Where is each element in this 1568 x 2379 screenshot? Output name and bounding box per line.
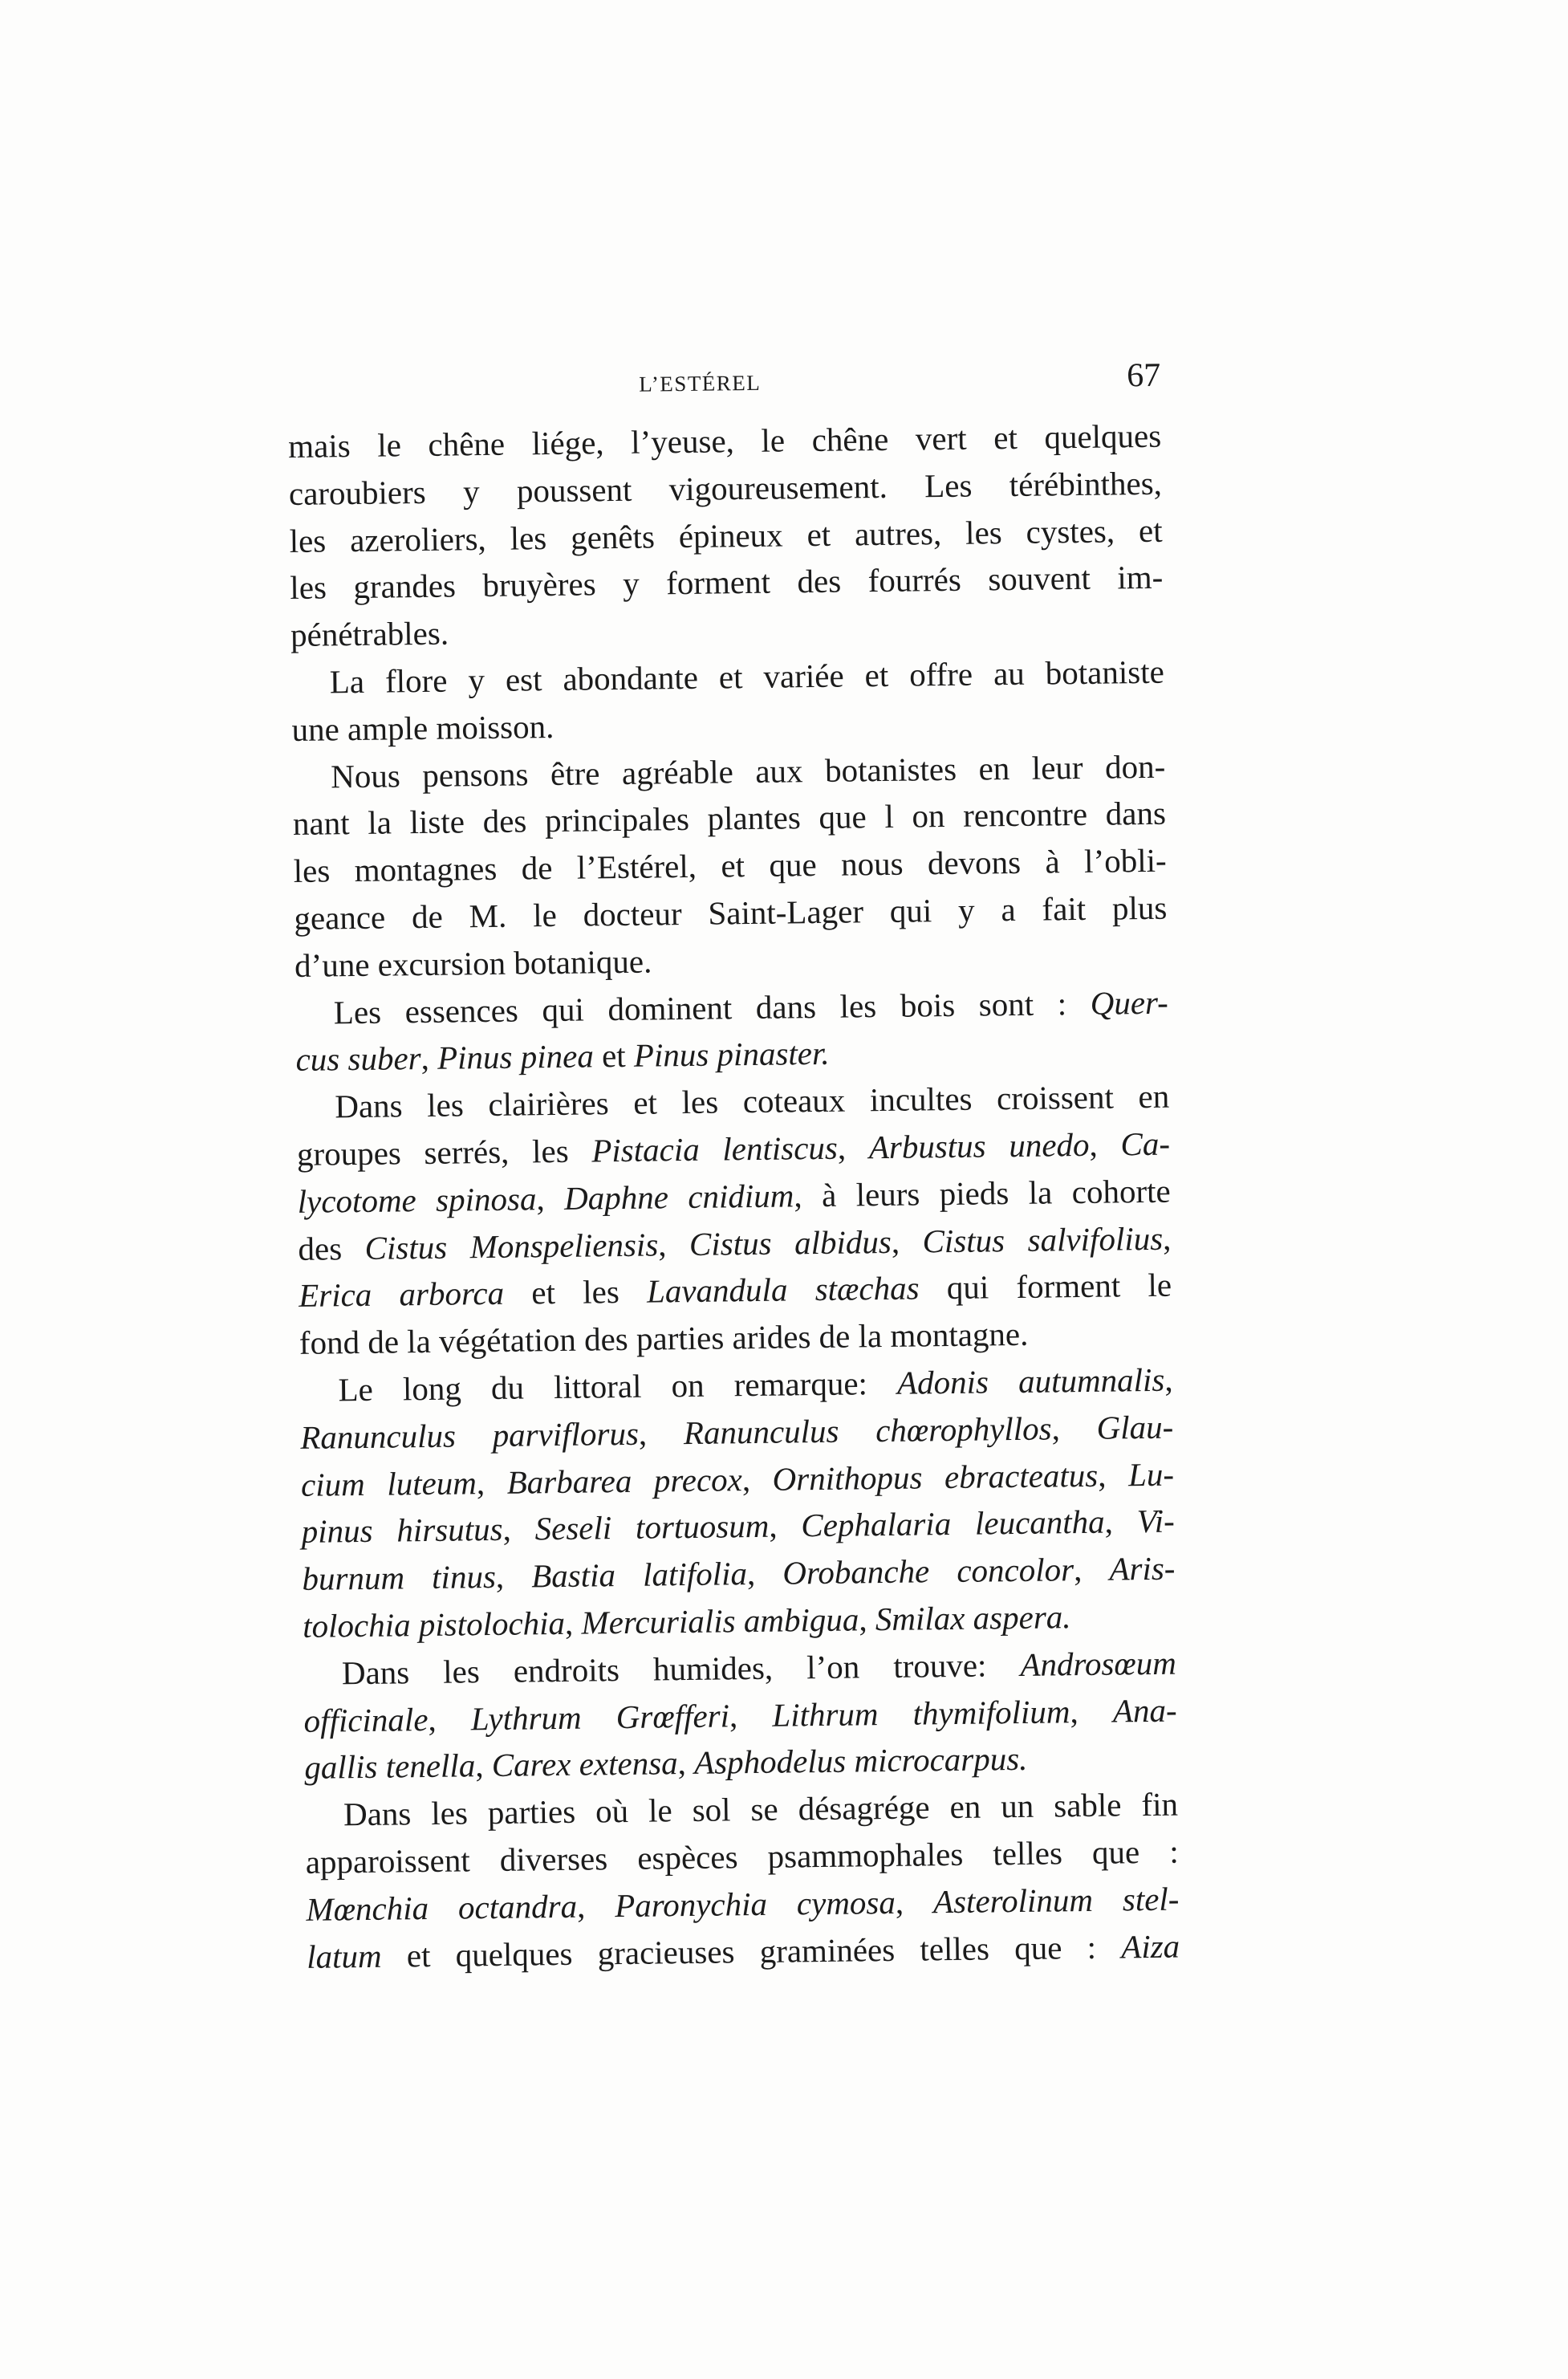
species-name: Lavandula stæchas bbox=[646, 1269, 920, 1310]
species-name: Adonis autumnalis bbox=[896, 1360, 1165, 1401]
text-run: une ample moisson. bbox=[291, 707, 554, 748]
paragraph bbox=[299, 1356, 1176, 1650]
text-run: les azeroliers, les genêts épineux et autres, les cystes, et bbox=[289, 511, 1163, 559]
text-run: Dans les parties où le sol se désagrége en un sable fin bbox=[343, 1785, 1179, 1833]
text-run: et les bbox=[503, 1272, 648, 1312]
species-name: cium luteum bbox=[300, 1463, 477, 1503]
text-run: , bbox=[1097, 1455, 1129, 1494]
species-name: Vi- bbox=[1136, 1502, 1176, 1540]
species-name: Cephalaria leucantha bbox=[801, 1503, 1105, 1544]
text-run: , bbox=[746, 1554, 783, 1592]
species-name: Aris- bbox=[1109, 1549, 1176, 1588]
text-run: mais le chêne liége, l’yeuse, le chêne vert et quelques bbox=[287, 417, 1162, 465]
species-name: Ranunculus parviflorus bbox=[300, 1414, 640, 1456]
species-name: Ca- bbox=[1120, 1124, 1171, 1163]
species-name: Asterolinum stel- bbox=[932, 1880, 1180, 1921]
text-run: nant la liste des principales plantes que l on rencontre dans bbox=[292, 795, 1167, 843]
species-name: Aiza bbox=[1120, 1927, 1180, 1965]
species-name: Mœnchia octandra bbox=[306, 1887, 578, 1928]
text-run: , bbox=[891, 1222, 923, 1260]
species-name: Lithrum thymifolium bbox=[772, 1692, 1070, 1734]
running-head bbox=[287, 355, 1161, 413]
species-name: Erica arborca bbox=[298, 1275, 505, 1315]
species-name: Cistus salvifolius bbox=[922, 1219, 1164, 1259]
paragraph bbox=[303, 1639, 1178, 1791]
species-name: Pistacia lentiscus bbox=[591, 1128, 839, 1169]
species-name: Arbustus unedo bbox=[868, 1125, 1090, 1166]
species-name: Lythrum Grœfferi bbox=[470, 1696, 730, 1737]
species-name: Cistus albidus bbox=[689, 1222, 892, 1263]
text-run: , bbox=[495, 1557, 532, 1596]
text-run: , bbox=[1162, 1219, 1172, 1257]
species-name: Mercurialis ambigua bbox=[581, 1600, 859, 1641]
text-run: Dans les endroits humides, l’on trouve: bbox=[341, 1645, 1021, 1692]
text-run: , bbox=[536, 1179, 565, 1218]
species-name: Lu- bbox=[1127, 1455, 1175, 1493]
text-run: , bbox=[502, 1510, 535, 1548]
paragraph bbox=[295, 978, 1168, 1084]
text-run: geance de M. le docteur Saint-Lager qui y a fait plus bbox=[294, 889, 1168, 937]
text-run: , bbox=[420, 1039, 438, 1077]
text-run: , bbox=[657, 1225, 690, 1263]
species-name: lycotome spinosa bbox=[297, 1180, 537, 1220]
text-run: , bbox=[576, 1886, 615, 1925]
species-name: Ranunculus chœrophyllos bbox=[683, 1409, 1052, 1451]
text-run: caroubiers y poussent vigoureusement. Les térébinthes, bbox=[288, 464, 1163, 512]
species-name: Bastia latifolia bbox=[530, 1555, 748, 1595]
text-run: , bbox=[476, 1463, 507, 1501]
species-name: burnum tinus bbox=[302, 1558, 497, 1598]
page-number: 67 bbox=[1126, 356, 1161, 395]
text-run: apparoissent diverses espèces psammophales telles que : bbox=[305, 1832, 1179, 1881]
paragraph bbox=[292, 742, 1168, 989]
text-run: , à leurs pieds la cohorte bbox=[794, 1172, 1171, 1214]
text-run: , bbox=[677, 1744, 695, 1782]
text-run: les grandes bruyères y forment des fourrés souvent im- bbox=[290, 559, 1164, 607]
text-run: , bbox=[741, 1460, 773, 1498]
species-name: cus suber bbox=[295, 1039, 421, 1079]
species-name: Cistus Monspeliensis bbox=[364, 1225, 659, 1267]
species-name: Quer- bbox=[1090, 983, 1169, 1022]
paragraph bbox=[305, 1781, 1180, 1980]
text-run: et bbox=[593, 1037, 635, 1075]
text-run: Les essences qui dominent dans les bois sont : bbox=[333, 984, 1091, 1031]
species-name: Pinus pinaster. bbox=[633, 1035, 830, 1075]
text-run: , bbox=[837, 1128, 870, 1166]
paragraph bbox=[288, 413, 1164, 659]
species-name: Glau- bbox=[1096, 1408, 1174, 1446]
text-run: , bbox=[1104, 1503, 1137, 1540]
species-name: Asphodelus microcarpus. bbox=[693, 1740, 1028, 1782]
text-run: des bbox=[298, 1229, 365, 1267]
text-run: fond de la végétation des parties arides de la montagne. bbox=[299, 1315, 1029, 1362]
running-head-title: L’ESTÉREL bbox=[639, 370, 762, 396]
text-run: , bbox=[1073, 1550, 1110, 1588]
text-run: , bbox=[428, 1699, 472, 1738]
text-run: d’une excursion botanique. bbox=[294, 942, 652, 984]
species-name: latum bbox=[306, 1937, 382, 1975]
text-run: La flore y est abondante et variée et offre au botaniste bbox=[329, 653, 1165, 701]
species-name: Pinus pinea bbox=[437, 1037, 595, 1077]
species-name: tolochia pistolochia bbox=[302, 1604, 566, 1645]
text-run: les montagnes de l’Estérel, et que nous devons à l’obli- bbox=[293, 841, 1167, 890]
text-run: , bbox=[895, 1883, 934, 1921]
species-name: Androsœum bbox=[1020, 1644, 1177, 1683]
text-run: Le long du littoral on remarque: bbox=[338, 1364, 898, 1409]
species-name: Daphne cnidium bbox=[563, 1177, 794, 1217]
text-run: , bbox=[564, 1604, 582, 1641]
text-run: , bbox=[1164, 1360, 1173, 1398]
paragraph bbox=[290, 649, 1164, 754]
species-name: Carex extensa bbox=[491, 1744, 678, 1784]
text-run: Dans les clairières et les coteaux incultes croissent en bbox=[335, 1077, 1170, 1125]
text-run: et quelques gracieuses graminées telles que : bbox=[381, 1927, 1122, 1974]
text-run: , bbox=[729, 1696, 773, 1734]
text-run: pénétrables. bbox=[290, 614, 449, 654]
text-run: groupes serrés, les bbox=[296, 1132, 592, 1173]
text-run: qui forment le bbox=[919, 1266, 1172, 1307]
species-name: pinus hirsutus bbox=[301, 1511, 503, 1551]
species-name: Seseli tortuosum bbox=[534, 1507, 770, 1547]
species-name: Barbarea precox bbox=[506, 1460, 743, 1501]
species-name: gallis tenella bbox=[304, 1747, 476, 1787]
species-name: Orobanche concolor bbox=[782, 1551, 1074, 1592]
text-run: , bbox=[1051, 1409, 1097, 1447]
species-name: Paronychia cymosa bbox=[614, 1883, 896, 1924]
paragraph bbox=[296, 1073, 1172, 1367]
species-name: officinale bbox=[303, 1700, 429, 1739]
text-run: , bbox=[769, 1507, 802, 1545]
text-run: Nous pensons être agréable aux botanistes en leur don- bbox=[330, 747, 1166, 795]
body-text bbox=[288, 413, 1180, 1980]
species-name: Smilax aspera. bbox=[875, 1598, 1071, 1638]
text-run: , bbox=[475, 1747, 493, 1784]
text-line bbox=[307, 1922, 1180, 1980]
text-run: , bbox=[638, 1413, 684, 1452]
species-name: Ana- bbox=[1112, 1691, 1177, 1730]
text-run: , bbox=[1070, 1692, 1114, 1730]
text-block bbox=[287, 355, 1180, 1980]
text-run: , bbox=[859, 1600, 876, 1638]
text-run: , bbox=[1089, 1125, 1121, 1163]
species-name: Ornithopus ebracteatus bbox=[772, 1456, 1099, 1498]
